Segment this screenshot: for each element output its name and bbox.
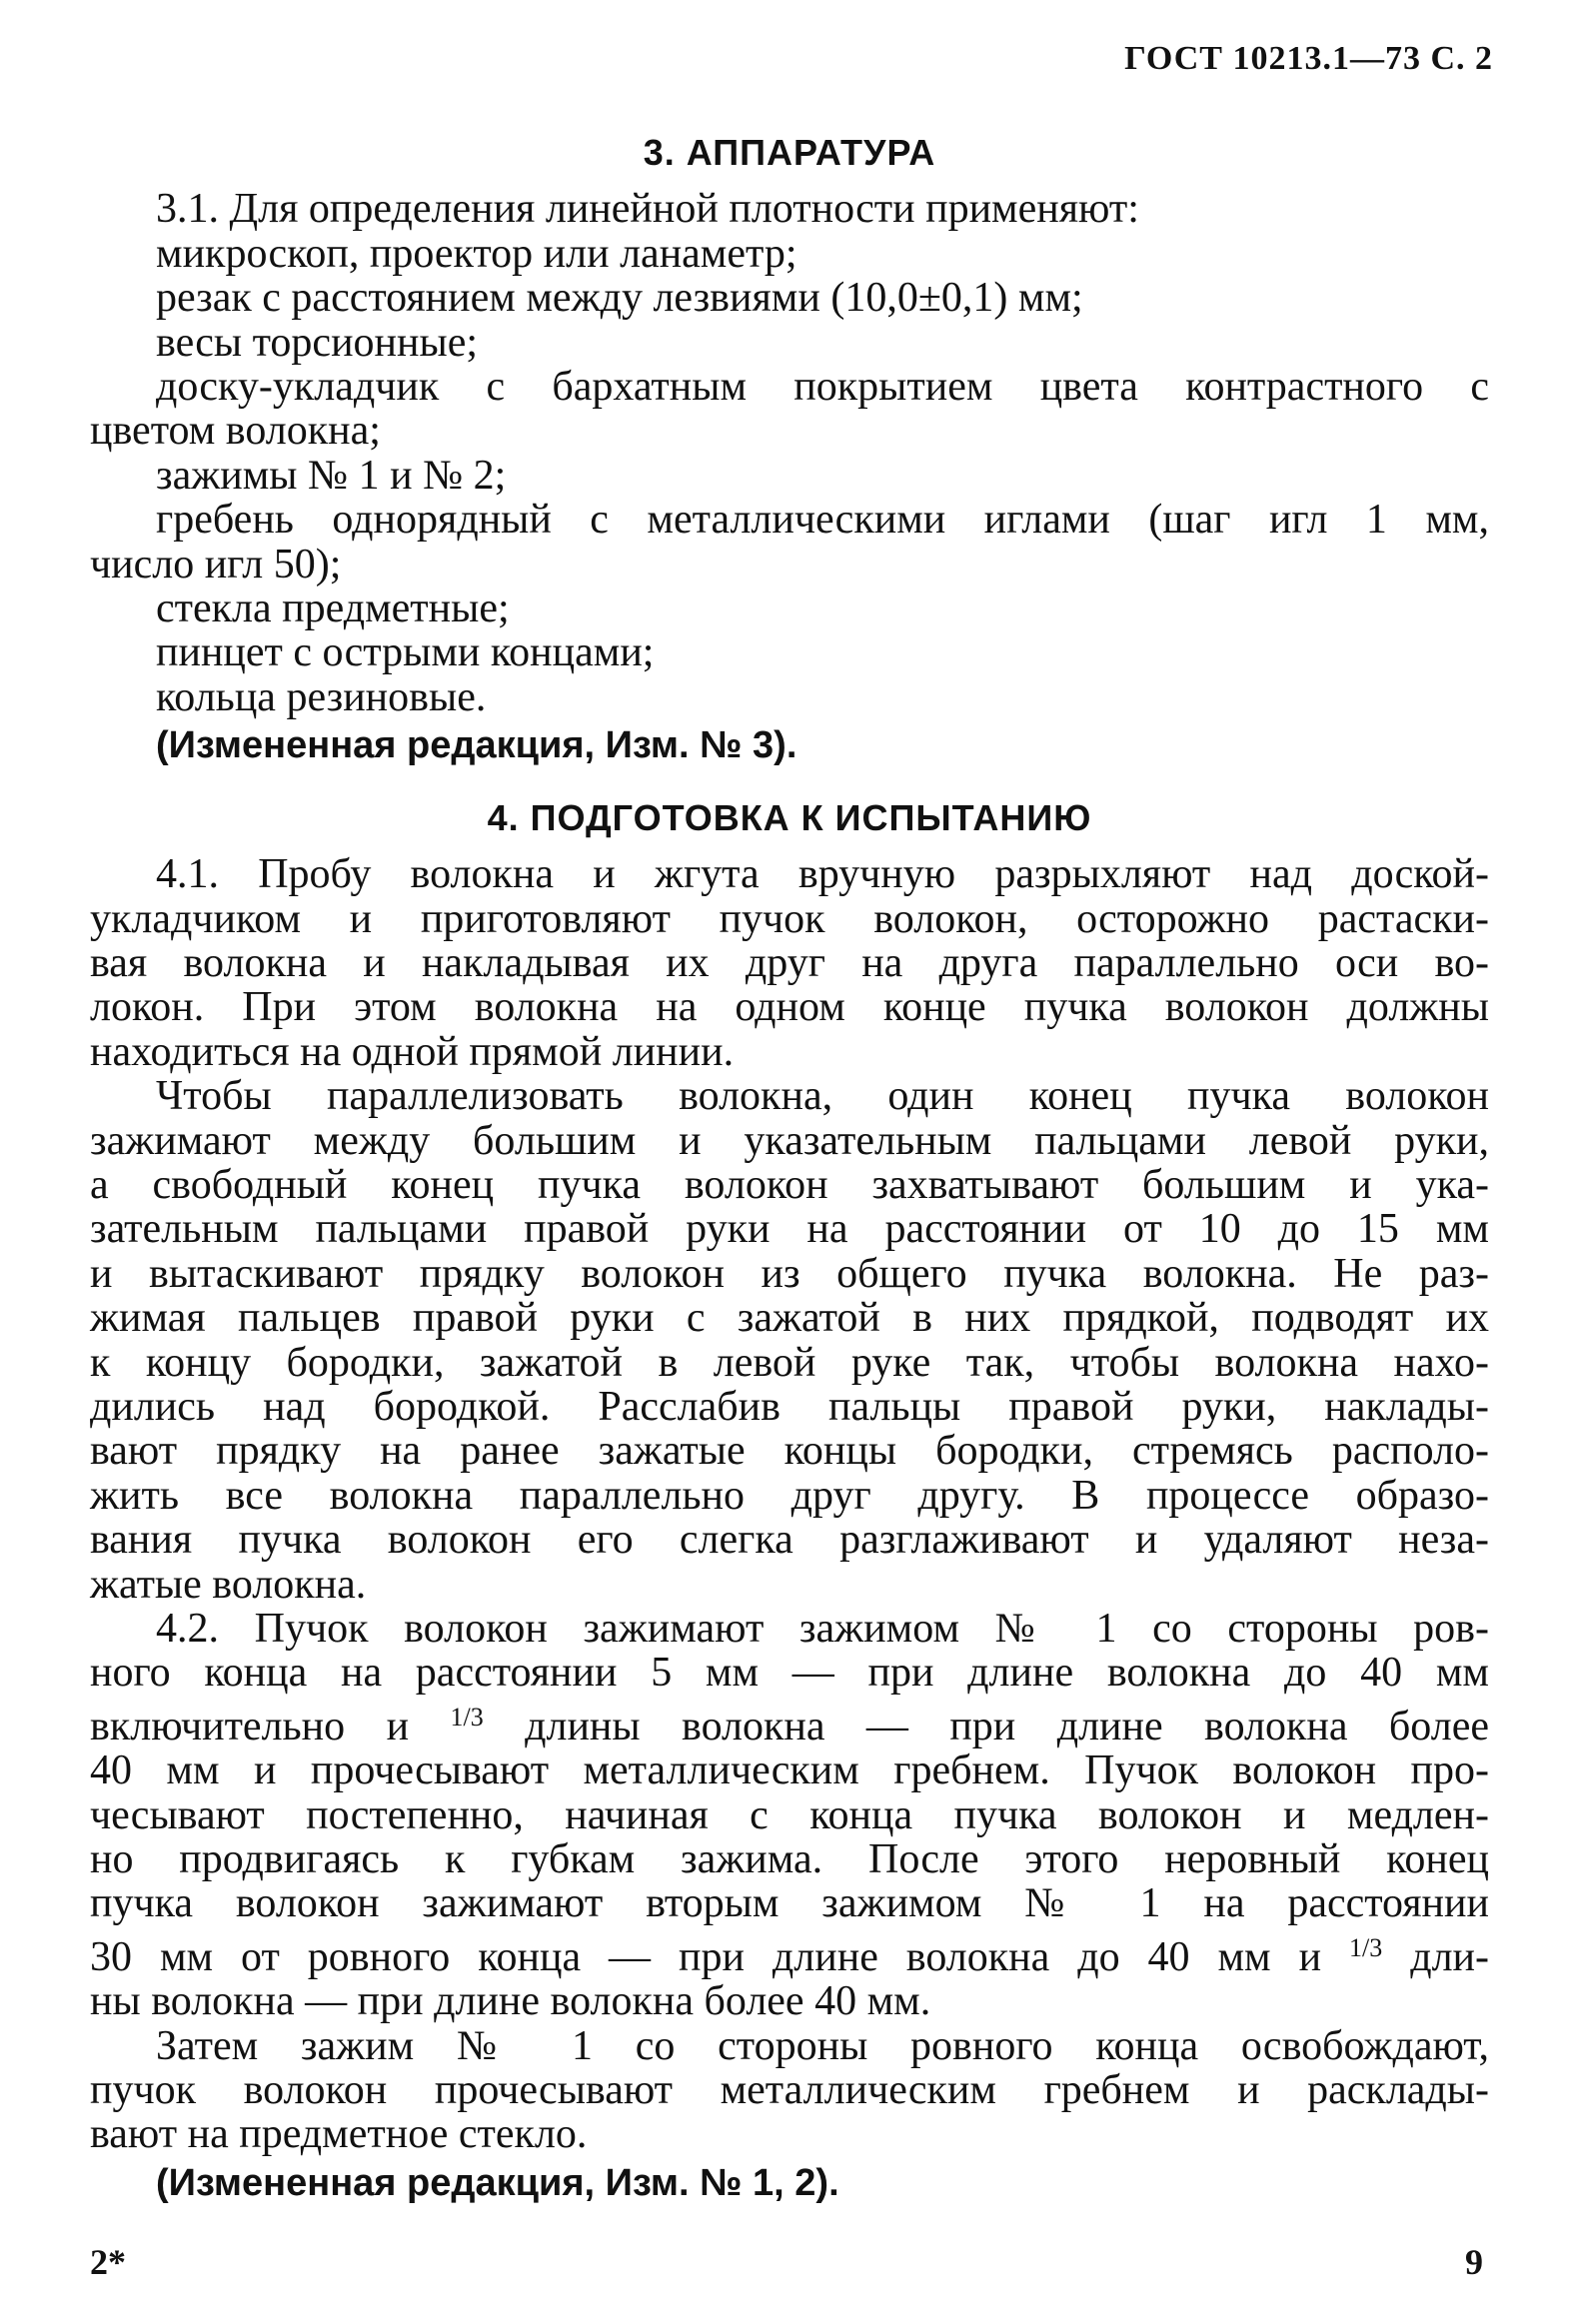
text-line: цветом волокна; <box>90 408 381 455</box>
text-line: вания пучка волокон его слегка разглаживают и удаляют неза- <box>90 1517 1489 1564</box>
text-line: жатые волокна. <box>90 1561 367 1608</box>
text-line: резак с расстоянием между лезвиями (10,0±0,1) мм; <box>156 275 1083 322</box>
text-line: пучок волокон прочесывают металлическим гребнем и расклады- <box>90 2067 1489 2114</box>
text-line: 40 мм и прочесывают металлическим гребнем. Пучок волокон про- <box>90 1747 1489 1794</box>
text-line: дились над бородкой. Расслабив пальцы правой руки, наклады- <box>90 1383 1489 1430</box>
text-line: Чтобы параллелизовать волокна, один конец пучка волокон <box>156 1073 1489 1120</box>
section-title-apparatus: 3. АППАРАТУРА <box>643 132 936 173</box>
text-line: вая волокна и накладывая их друг на друга параллельно оси во- <box>90 939 1489 986</box>
text-line: локон. При этом волокна на одном конце пучка волокон должны <box>90 984 1489 1031</box>
text-line: зательным пальцами правой руки на расстоянии от 10 до 15 мм <box>90 1206 1489 1253</box>
text-line: к концу бородки, зажатой в левой руке так, чтобы волокна нахо- <box>90 1339 1489 1386</box>
amendment-note: (Измененная редакция, Изм. № 1, 2). <box>156 2161 839 2204</box>
text-line: находиться на одной прямой линии. <box>90 1028 735 1075</box>
amendment-note: (Измененная редакция, Изм. № 3). <box>156 724 797 767</box>
text-fragment: включительно и <box>90 1703 451 1749</box>
text-line: стекла предметные; <box>156 585 510 632</box>
text-line: 3.1. Для определения линейной плотности применяют: <box>156 186 1139 233</box>
text-line: гребень однорядный с металлическими иглами (шаг игл 1 мм, <box>156 497 1489 544</box>
text-line: вают на предметное стекло. <box>90 2111 588 2158</box>
text-line: кольца резиновые. <box>156 673 487 720</box>
footer-signature-mark: 2* <box>90 2242 126 2282</box>
text-line: число игл 50); <box>90 541 342 587</box>
text-line: 4.2. Пучок волокон зажимают зажимом № 1 со стороны ров- <box>156 1606 1489 1652</box>
text-line: микроскоп, проектор или ланаметр; <box>156 230 797 277</box>
text-line: зажимы № 1 и № 2; <box>156 452 507 499</box>
fraction: 1/3 <box>1349 1932 1383 1962</box>
text-fragment: 30 мм от ровного конца — при длине волокна до 40 мм и <box>90 1933 1350 1980</box>
text-line <box>90 1696 1489 1748</box>
text-fragment: дли- <box>1382 1933 1489 1980</box>
text-line: Затем зажим № 1 со стороны ровного конца освобождают, <box>156 2022 1489 2069</box>
text-line: пучка волокон зажимают вторым зажимом № 1 на расстоянии <box>90 1880 1489 1927</box>
text-line: а свободный конец пучка волокон захватывают большим и ука- <box>90 1161 1489 1208</box>
text-line: доску-укладчик с бархатным покрытием цвета контрастного с <box>156 364 1489 411</box>
text-line: но продвигаясь к губкам зажима. После этого неровный конец <box>90 1836 1489 1883</box>
text-line: и вытаскивают прядку волокон из общего пучка волокна. Не раз- <box>90 1250 1489 1297</box>
text-line: 4.1. Пробу волокна и жгута вручную разрыхляют над доской- <box>156 851 1489 898</box>
page-header: ГОСТ 10213.1—73 С. 2 <box>1124 40 1493 77</box>
text-fragment: длины волокна — при длине волокна более <box>483 1703 1489 1749</box>
text-line: укладчиком и приготовляют пучок волокон, осторожно растаски- <box>90 895 1489 942</box>
fraction: 1/3 <box>450 1702 484 1732</box>
text-line: зажимают между большим и указательным пальцами левой руки, <box>90 1117 1489 1164</box>
text-line: жимая пальцев правой руки с зажатой в них прядкой, подводят их <box>90 1295 1489 1342</box>
text-line <box>90 1926 1489 1979</box>
text-line: ны волокна — при длине волокна более 40 мм. <box>90 1978 931 2025</box>
document-body <box>90 125 1489 2233</box>
page-number: 9 <box>1465 2242 1483 2282</box>
text-line: весы торсионные; <box>156 319 479 366</box>
section-title-preparation: 4. ПОДГОТОВКА К ИСПЫТАНИЮ <box>487 796 1092 838</box>
text-line: вают прядку на ранее зажатые концы бородки, стремясь располо- <box>90 1428 1489 1475</box>
text-line: ного конца на расстоянии 5 мм — при длине волокна до 40 мм <box>90 1650 1489 1697</box>
text-line: чесывают постепенно, начиная с конца пучка волокон и медлен- <box>90 1791 1489 1838</box>
text-line: пинцет с острыми концами; <box>156 629 655 676</box>
text-line: жить все волокна параллельно друг другу. В процессе образо- <box>90 1472 1489 1519</box>
